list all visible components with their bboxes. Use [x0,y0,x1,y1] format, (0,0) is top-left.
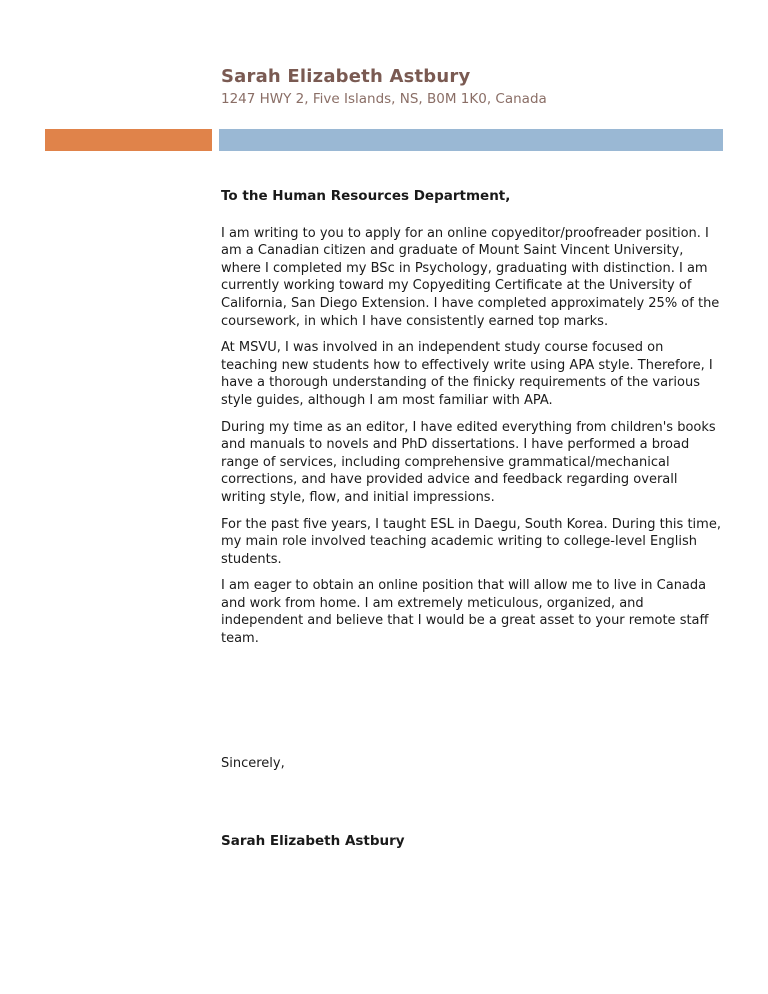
letter-body [221,188,721,657]
paragraph: I am eager to obtain an online position that will allow me to live in Canada and work from home. I am extremely meticulous, organized, and independent and believe that I would be a great asset to your remote staff team. [221,578,709,647]
signature: Sarah Elizabeth Astbury [221,833,405,849]
paragraph: At MSVU, I was involved in an independent study course focused on teaching new students how to effectively write using APA style. Therefore, I have a thorough understanding of the finicky requirements of the various style guides, although I am most familiar with APA. [221,340,713,408]
closing: Sincerely, [221,756,285,771]
paragraph: I am writing to you to apply for an online copyeditor/proofreader position. I am a Canadian citizen and graduate of Mount Saint Vincent University, where I completed my BSc in Psychology, graduating with distinction. I am currently working toward my Copyediting Certificate at the University of California, San Diego Extension. I have completed approximately 25% of the coursework, in which I have consistently earned top marks. [221,225,720,329]
salutation: To the Human Resources Department, [221,188,511,204]
sender-address: 1247 HWY 2, Five Islands, NS, B0M 1K0, Canada [221,91,547,107]
accent-bar-orange [45,129,212,151]
sender-name: Sarah Elizabeth Astbury [221,66,471,87]
paragraph: For the past five years, I taught ESL in Daegu, South Korea. During this time, my main role involved teaching academic writing to college-level English students. [221,516,721,567]
accent-bar-blue [219,129,723,151]
paragraph: During my time as an editor, I have edited everything from children's books and manuals to novels and PhD dissertations. I have performed a broad range of services, including comprehensive grammatical/mechanical corrections, and have provided advice and feedback regarding overall writing style, flow, and initial impressions. [221,419,716,505]
